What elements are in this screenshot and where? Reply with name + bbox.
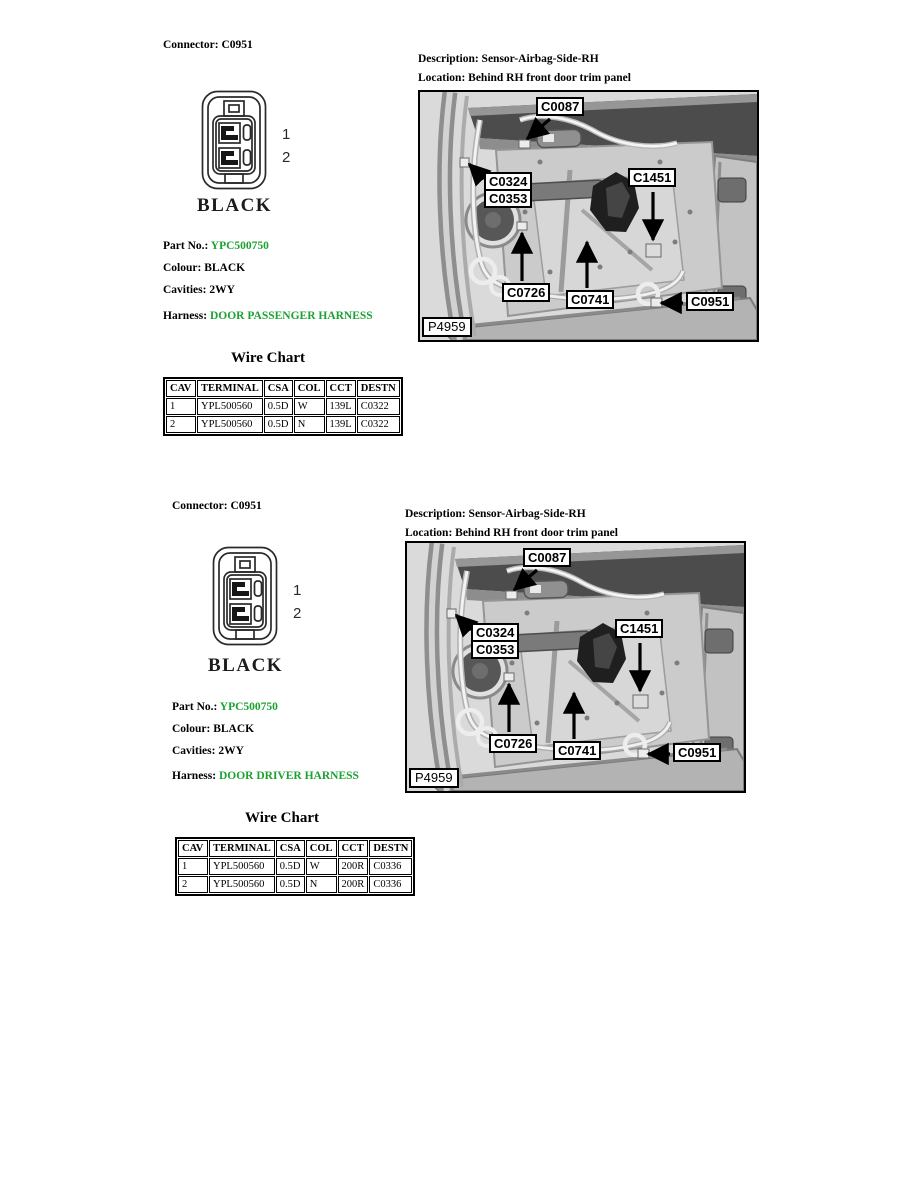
callout-c0353: C0353	[471, 640, 519, 659]
callout-c1451: C1451	[615, 619, 663, 638]
callout-c0726: C0726	[502, 283, 550, 302]
col-header: COL	[294, 380, 325, 397]
wire-chart-title: Wire Chart	[244, 810, 320, 826]
callout-c0741: C0741	[566, 290, 614, 309]
cell: 1	[166, 398, 196, 415]
figure-location: Location: Behind RH front door trim panel	[405, 527, 618, 539]
cell: 139L	[326, 398, 356, 415]
harness-label: Harness:	[172, 770, 217, 782]
figure-description: Description: Sensor-Airbag-Side-RH	[405, 508, 586, 520]
cell: YPL500560	[197, 416, 263, 433]
cavities-value: 2WY	[218, 745, 244, 757]
pin-1-label: 1	[293, 582, 302, 599]
table-row	[166, 398, 400, 415]
connector-2way-icon	[212, 546, 278, 646]
connector-colour-caption: BLACK	[197, 195, 273, 216]
photo-id-badge: P4959	[409, 768, 459, 788]
cell: 139L	[326, 416, 356, 433]
callout-c0324: C0324	[484, 172, 532, 191]
connector-2way-icon	[201, 90, 267, 190]
cell: W	[294, 398, 325, 415]
colour-value: BLACK	[204, 262, 246, 274]
figure-description: Description: Sensor-Airbag-Side-RH	[418, 53, 599, 65]
harness-value: DOOR DRIVER HARNESS	[218, 770, 359, 782]
cell: YPL500560	[209, 858, 275, 875]
harness-label: Harness:	[163, 310, 208, 322]
cell: C0322	[357, 398, 400, 415]
col-header: CCT	[338, 840, 369, 857]
col-header: TERMINAL	[197, 380, 263, 397]
harness-value: DOOR PASSENGER HARNESS	[209, 310, 373, 322]
connector-heading: Connector: C0951	[172, 500, 262, 512]
callout-c0726: C0726	[489, 734, 537, 753]
harness-row	[172, 770, 359, 783]
connector-diagram	[201, 90, 301, 192]
door-location-figure	[405, 541, 746, 793]
cell: 0.5D	[264, 416, 293, 433]
cell: 2	[166, 416, 196, 433]
colour-value: BLACK	[213, 723, 255, 735]
door-location-figure	[418, 90, 759, 342]
cavities-label: Cavities:	[172, 745, 216, 757]
col-header: CAV	[166, 380, 196, 397]
col-header: TERMINAL	[209, 840, 275, 857]
table-header-row	[166, 380, 400, 397]
cavities-label: Cavities:	[163, 284, 207, 296]
col-header: CAV	[178, 840, 208, 857]
harness-row	[163, 310, 373, 323]
table-header-row	[178, 840, 412, 857]
callout-c0087: C0087	[536, 97, 584, 116]
part-no-value: YPC500750	[219, 701, 278, 713]
col-header: COL	[306, 840, 337, 857]
callout-c1451: C1451	[628, 168, 676, 187]
cell: 0.5D	[276, 858, 305, 875]
part-no-row	[172, 701, 278, 714]
part-no-label: Part No.:	[163, 240, 209, 252]
wire-chart-title: Wire Chart	[230, 350, 306, 366]
cell: C0336	[369, 858, 412, 875]
part-no-label: Part No.:	[172, 701, 218, 713]
colour-row	[163, 262, 245, 275]
pin-2-label: 2	[293, 605, 302, 622]
cell: W	[306, 858, 337, 875]
connector-heading: Connector: C0951	[163, 39, 253, 51]
col-header: CSA	[276, 840, 305, 857]
callout-c0087: C0087	[523, 548, 571, 567]
col-header: CCT	[326, 380, 356, 397]
callout-c0951: C0951	[686, 292, 734, 311]
part-no-row	[163, 240, 269, 253]
connector-diagram	[212, 546, 312, 648]
cell: YPL500560	[209, 876, 275, 893]
cell: 200R	[338, 858, 369, 875]
figure-location: Location: Behind RH front door trim panel	[418, 72, 631, 84]
cell: C0336	[369, 876, 412, 893]
callout-c0353: C0353	[484, 189, 532, 208]
cell: 200R	[338, 876, 369, 893]
cavities-row	[172, 745, 244, 758]
cell: YPL500560	[197, 398, 263, 415]
pin-1-label: 1	[282, 126, 291, 143]
colour-label: Colour:	[172, 723, 211, 735]
photo-id-badge: P4959	[422, 317, 472, 337]
table-row	[166, 416, 400, 433]
colour-row	[172, 723, 254, 736]
cell: 1	[178, 858, 208, 875]
col-header: DESTN	[369, 840, 412, 857]
callout-c0951: C0951	[673, 743, 721, 762]
col-header: CSA	[264, 380, 293, 397]
connector-colour-caption: BLACK	[208, 655, 284, 676]
wire-chart-table	[163, 377, 403, 436]
pin-2-label: 2	[282, 149, 291, 166]
cavities-row	[163, 284, 235, 297]
colour-label: Colour:	[163, 262, 202, 274]
col-header: DESTN	[357, 380, 400, 397]
callout-c0324: C0324	[471, 623, 519, 642]
part-no-value: YPC500750	[210, 240, 269, 252]
cell: N	[294, 416, 325, 433]
cell: N	[306, 876, 337, 893]
cell: 0.5D	[276, 876, 305, 893]
callout-c0741: C0741	[553, 741, 601, 760]
cell: 0.5D	[264, 398, 293, 415]
cavities-value: 2WY	[209, 284, 235, 296]
cell: C0322	[357, 416, 400, 433]
wire-chart-table	[175, 837, 415, 896]
table-row	[178, 876, 412, 893]
cell: 2	[178, 876, 208, 893]
table-row	[178, 858, 412, 875]
